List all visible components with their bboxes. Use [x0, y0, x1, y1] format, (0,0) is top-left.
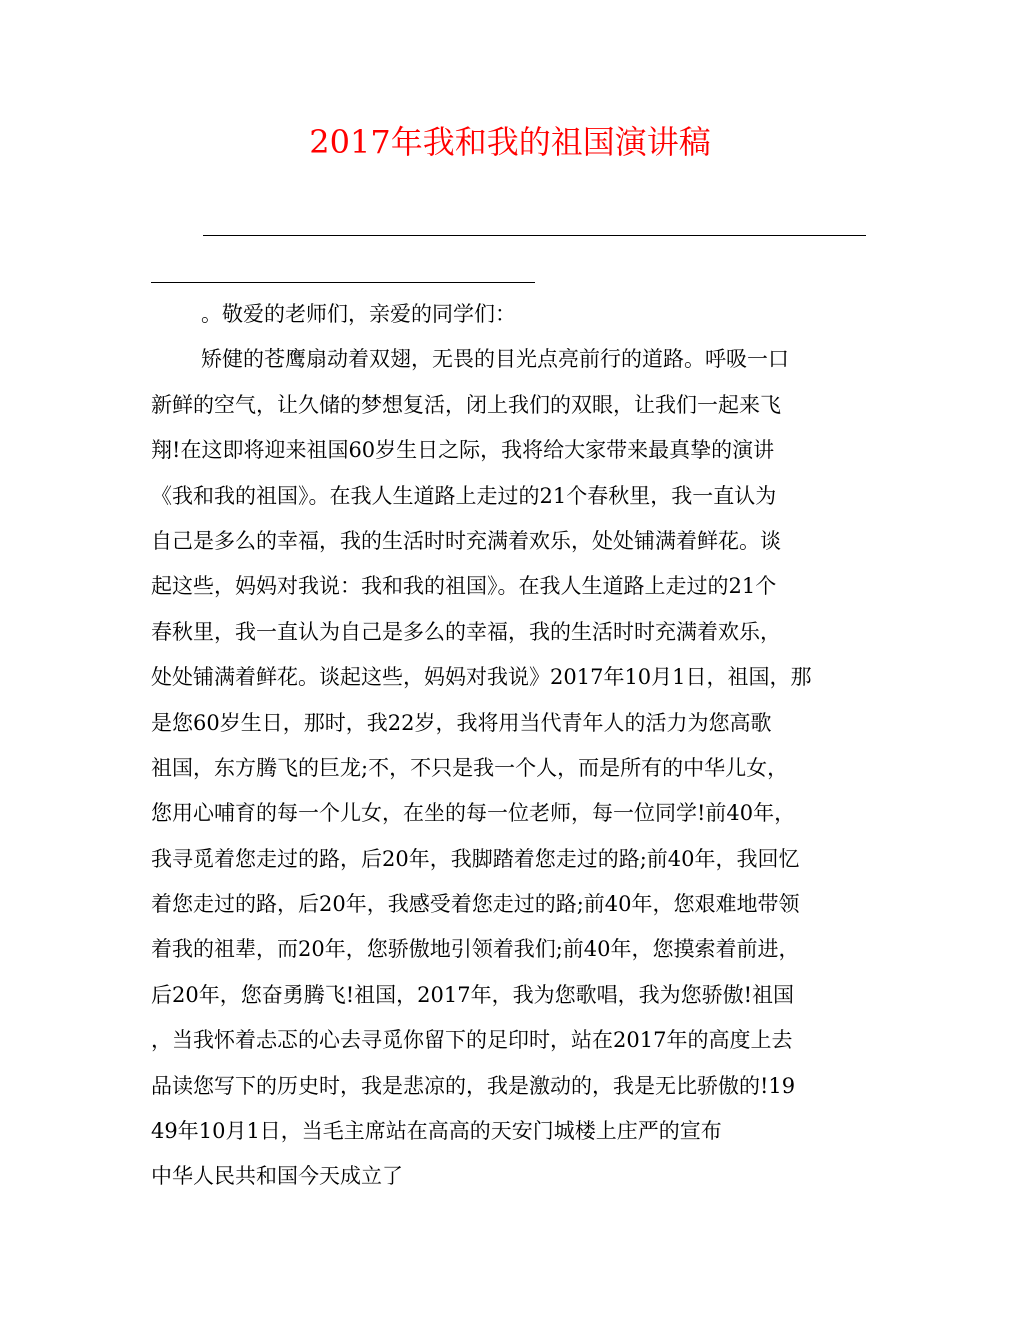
body-line: 我寻觅着您走过的路，后20年，我脚踏着您走过的路;前40年，我回忆 — [151, 846, 800, 871]
body-line: 49年10月1日，当毛主席站在高高的天安门城楼上庄严的宣布 — [151, 1119, 722, 1144]
body-line: 翔!在这即将迎来祖国60岁生日之际，我将给大家带来最真挚的演讲 — [151, 438, 775, 463]
body-line: 处处铺满着鲜花。谈起这些，妈妈对我说》2017年10月1日，祖国，那 — [151, 665, 812, 690]
body-line: 祖国，东方腾飞的巨龙;不，不只是我一个人，而是所有的中华儿女， — [151, 755, 789, 780]
body-line: 春秋里，我一直认为自己是多么的幸福，我的生活时时充满着欢乐， — [151, 619, 781, 644]
body-line: 是您60岁生日，那时，我22岁，我将用当代青年人的活力为您高歌 — [151, 710, 772, 735]
document-title: 2017年我和我的祖国演讲稿 — [309, 123, 711, 161]
body-line: ，当我怀着忐忑的心去寻觅你留下的足印时，站在2017年的高度上去 — [151, 1028, 793, 1053]
body-line: 着您走过的路，后20年，我感受着您走过的路;前40年，您艰难地带领 — [151, 892, 800, 917]
body-line: 起这些，妈妈对我说：我和我的祖国》。在我人生道路上走过的21个 — [151, 574, 777, 599]
underline-rule — [151, 282, 535, 283]
body-line: 品读您写下的历史时，我是悲凉的，我是激动的，我是无比骄傲的!19 — [151, 1073, 796, 1098]
salutation-line: 。敬爱的老师们，亲爱的同学们： — [201, 302, 516, 326]
body-line: 着我的祖辈，而20年，您骄傲地引领着我们;前40年，您摸索着前进， — [151, 937, 800, 962]
underline-rule — [203, 235, 866, 236]
body-line: 新鲜的空气，让久储的梦想复活，闭上我们的双眼，让我们一起来飞 — [151, 392, 781, 417]
body-line: 自己是多么的幸福，我的生活时时充满着欢乐，处处铺满着鲜花。谈 — [151, 528, 781, 553]
body-line: 您用心哺育的每一个儿女，在坐的每一位老师，每一位同学!前40年， — [151, 801, 796, 826]
document-body — [151, 297, 871, 1205]
body-line: 《我和我的祖国》。在我人生道路上走过的21个春秋里，我一直认为 — [151, 483, 777, 508]
body-line: 矫健的苍鹰扇动着双翅，无畏的目光点亮前行的道路。呼吸一口 — [201, 347, 789, 372]
body-line: 后20年，您奋勇腾飞!祖国，2017年，我为您歌唱，我为您骄傲!祖国 — [151, 982, 795, 1007]
body-line: 中华人民共和国今天成立了 — [151, 1164, 403, 1189]
